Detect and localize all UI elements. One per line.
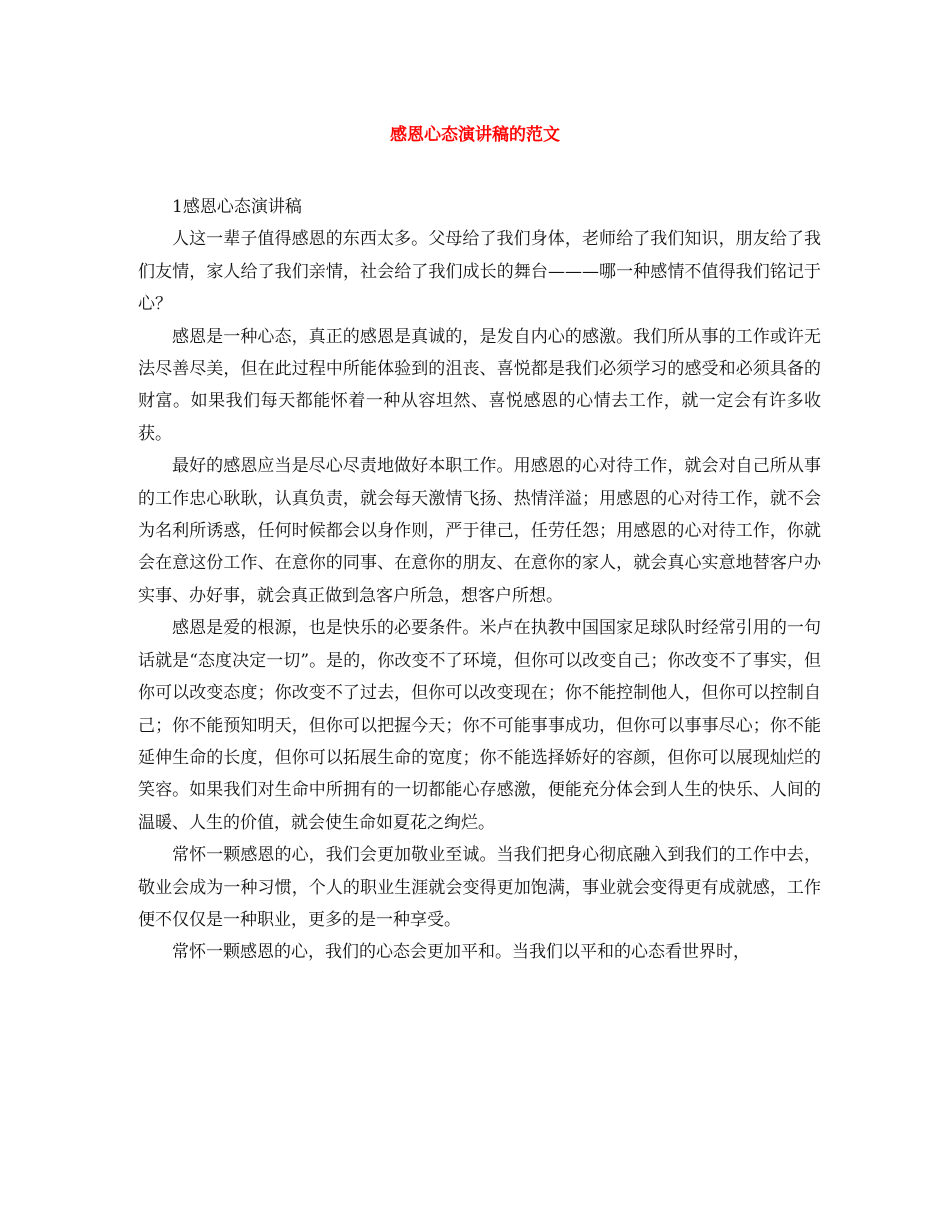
document-body: [138, 191, 821, 969]
paragraph-5: 常怀一颗感恩的心，我们会更加敬业至诚。当我们把身心彻底融入到我们的工作中去，敬业会成为一种习惯，个人的职业生涯就会变得更加饱满，事业就会变得更有成就感，工作便不仅仅是一种职业，更多的是一种享受。: [138, 845, 821, 930]
paragraph-1: 人这一辈子值得感恩的东西太多。父母给了我们身体，老师给了我们知识，朋友给了我们友情，家人给了我们亲情，社会给了我们成长的舞台———哪一种感情不值得我们铭记于心？: [138, 229, 821, 315]
document-title: 感恩心态演讲稿的范文: [390, 125, 560, 145]
paragraph-6: 常怀一颗感恩的心，我们的心态会更加平和。当我们以平和的心态看世界时，: [172, 942, 750, 963]
section-heading: 1感恩心态演讲稿: [172, 197, 302, 217]
paragraph-4: 感恩是爱的根源，也是快乐的必要条件。米卢在执教中国国家足球队时经常引用的一句话就是“态度决定一切”。是的，你改变不了环境，但你可以改变自己；你改变不了事实，但你可以改变态度；你改变不了过去，但你可以改变现在；你不能控制他人，但你可以控制自己；你不能预知明天，但你可以把握今天；你不可能事事成功，但你可以事事尽心；你不能延伸生命的长度，但你可以拓展生命的宽度；你不能选择娇好的容颜，但你可以展现灿烂的笑容。如果我们对生命中所拥有的一切都能心存感激，便能充分体会到人生的快乐、人间的温暖、人生的价值，就会使生命如夏花之绚烂。: [138, 618, 821, 833]
paragraph-3: 最好的感恩应当是尽心尽责地做好本职工作。用感恩的心对待工作，就会对自己所从事的工作忠心耿耿，认真负责，就会每天激情飞扬、热情洋溢；用感恩的心对待工作，就不会为名利所诱惑，任何时候都会以身作则，严于律己，任劳任怨；用感恩的心对待工作，你就会在意这份工作、在意你的同事、在意你的朋友、在意你的家人，就会真心实意地替客户办实事、办好事，就会真正做到急客户所急，想客户所想。: [138, 456, 821, 606]
paragraph-2: 感恩是一种心态，真正的感恩是真诚的，是发自内心的感激。我们所从事的工作或许无法尽善尽美，但在此过程中所能体验到的沮丧、喜悦都是我们必须学习的感受和必须具备的财富。如果我们每天都能怀着一种从容坦然、喜悦感恩的心情去工作，就一定会有许多收获。: [138, 326, 821, 444]
